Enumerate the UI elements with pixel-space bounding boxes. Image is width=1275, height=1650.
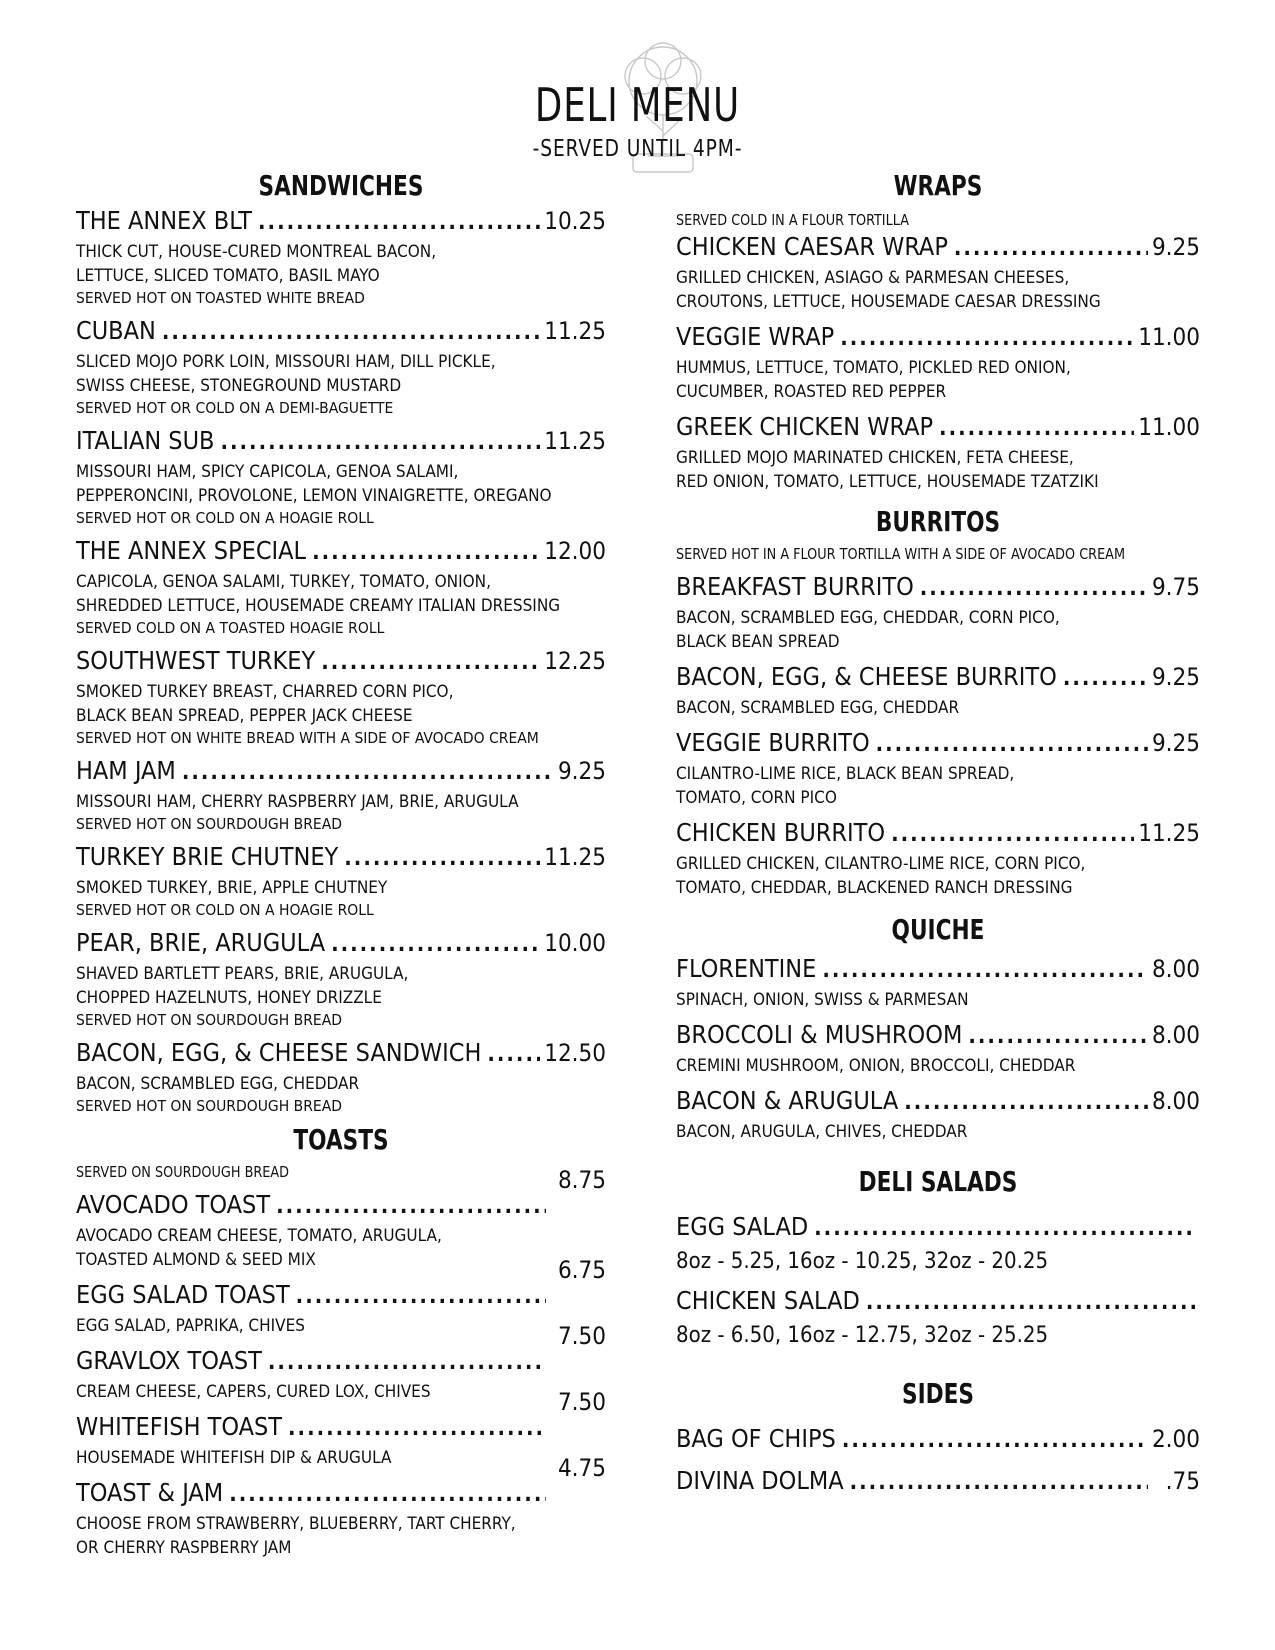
item-price: 11.00 <box>1138 413 1200 441</box>
item-serve: SERVED HOT ON WHITE BREAD WITH A SIDE OF AVOCADO CREAM <box>76 729 539 747</box>
item-desc: MISSOURI HAM, SPICY CAPICOLA, GENOA SALAMI, <box>76 462 459 482</box>
menu-item <box>76 754 606 834</box>
menu-item <box>676 726 1200 810</box>
section-note: SERVED ON SOURDOUGH BREAD <box>76 1163 290 1181</box>
item-name: CHICKEN BURRITO <box>676 818 886 847</box>
item-desc: CREAM CHEESE, CAPERS, CURED LOX, CHIVES <box>76 1382 431 1402</box>
burritos-list <box>676 570 1200 900</box>
item-desc: CREMINI MUSHROOM, ONION, BROCCOLI, CHEDDAR <box>676 1056 1076 1076</box>
item-price: 9.75 <box>1151 573 1200 601</box>
item-desc: CAPICOLA, GENOA SALAMI, TURKEY, TOMATO, ONION, <box>76 572 491 592</box>
dot-leader <box>258 206 540 240</box>
dot-leader <box>850 1466 1148 1500</box>
dot-leader <box>268 1346 546 1380</box>
menu-item <box>76 204 606 308</box>
item-desc: BLACK BEAN SPREAD <box>676 632 840 652</box>
item-name: VEGGIE WRAP <box>676 322 835 351</box>
dot-leader <box>891 818 1134 852</box>
item-name: EGG SALAD TOAST <box>76 1280 290 1309</box>
dot-leader <box>920 572 1148 606</box>
item-price: 8.75 <box>557 1166 606 1194</box>
item-price: 10.00 <box>544 929 606 957</box>
menu-item <box>676 320 1200 404</box>
item-name: CUBAN <box>76 316 156 345</box>
dot-leader <box>968 1020 1148 1054</box>
item-desc: HOUSEMADE WHITEFISH DIP & ARUGULA <box>76 1448 392 1468</box>
menu-item <box>676 410 1200 494</box>
dot-leader <box>840 322 1134 356</box>
item-name: AVOCADO TOAST <box>76 1190 271 1219</box>
item-desc: SWISS CHEESE, STONEGROUND MUSTARD <box>76 376 402 396</box>
item-price: 12.50 <box>544 1039 606 1067</box>
section-title-toasts: TOASTS <box>293 1123 389 1156</box>
item-price: 11.00 <box>1138 323 1200 351</box>
dot-leader <box>321 646 540 680</box>
section-note: SERVED HOT IN A FLOUR TORTILLA WITH A SIDE OF AVOCADO CREAM <box>676 545 1126 563</box>
item-desc: EGG SALAD, PAPRIKA, CHIVES <box>76 1316 305 1336</box>
dot-leader <box>220 426 540 460</box>
dot-leader <box>487 1038 540 1072</box>
item-desc: CHOOSE FROM STRAWBERRY, BLUEBERRY, TART CHERRY, <box>76 1514 516 1534</box>
menu-item <box>676 1422 1200 1458</box>
dot-leader <box>1063 662 1148 696</box>
item-desc: SPINACH, ONION, SWISS & PARMESAN <box>676 990 969 1010</box>
item-price: .75 <box>1165 1467 1200 1495</box>
item-name: EGG SALAD <box>676 1212 809 1241</box>
sandwiches-list <box>76 204 606 1116</box>
menu-item <box>76 424 606 528</box>
menu-subtitle: -SERVED UNTIL 4PM- <box>532 136 743 162</box>
item-price: 11.25 <box>544 427 606 455</box>
item-name: TOAST & JAM <box>76 1478 224 1507</box>
item-desc: PEPPERONCINI, PROVOLONE, LEMON VINAIGRETTE, OREGANO <box>76 486 552 506</box>
deli-salads-list <box>676 1210 1200 1352</box>
item-desc: LETTUCE, SLICED TOMATO, BASIL MAYO <box>76 266 380 286</box>
menu-header <box>0 0 1275 170</box>
menu-item <box>676 952 1200 1012</box>
section-title-sides: SIDES <box>901 1377 975 1410</box>
item-serve: SERVED HOT ON TOASTED WHITE BREAD <box>76 289 365 307</box>
item-price: 8.00 <box>1151 1021 1200 1049</box>
item-price: 6.75 <box>557 1256 606 1284</box>
item-sizes: 8oz - 6.50, 16oz - 12.75, 32oz - 25.25 <box>676 1323 1049 1348</box>
item-name: HAM JAM <box>76 756 176 785</box>
item-name: TURKEY BRIE CHUTNEY <box>76 842 339 871</box>
item-desc: BACON, SCRAMBLED EGG, CHEDDAR <box>76 1074 360 1094</box>
item-price: 2.00 <box>1151 1425 1200 1453</box>
dot-leader <box>939 412 1134 446</box>
item-name: FLORENTINE <box>676 954 817 983</box>
item-serve: SERVED HOT OR COLD ON A DEMI-BAGUETTE <box>76 399 394 417</box>
item-price: 12.00 <box>544 537 606 565</box>
item-serve: SERVED HOT OR COLD ON A HOAGIE ROLL <box>76 509 374 527</box>
menu-item <box>676 230 1200 314</box>
item-name: BROCCOLI & MUSHROOM <box>676 1020 963 1049</box>
right-column <box>676 168 1200 1506</box>
item-desc: SLICED MOJO PORK LOIN, MISSOURI HAM, DILL PICKLE, <box>76 352 496 372</box>
item-desc: GRILLED MOJO MARINATED CHICKEN, FETA CHEESE, <box>676 448 1074 468</box>
item-desc: TOMATO, CORN PICO <box>676 788 837 808</box>
menu-item <box>76 1036 606 1116</box>
item-desc: CILANTRO-LIME RICE, BLACK BEAN SPREAD, <box>676 764 1015 784</box>
item-name: SOUTHWEST TURKEY <box>76 646 316 675</box>
item-name: WHITEFISH TOAST <box>76 1412 283 1441</box>
item-desc: TOASTED ALMOND & SEED MIX <box>76 1250 316 1270</box>
dot-leader <box>344 842 540 876</box>
dot-leader <box>866 1286 1196 1320</box>
left-column <box>76 168 606 1566</box>
menu-item <box>676 570 1200 654</box>
item-desc: GRILLED CHICKEN, ASIAGO & PARMESAN CHEESES, <box>676 268 1070 288</box>
item-serve: SERVED HOT OR COLD ON A HOAGIE ROLL <box>76 901 374 919</box>
item-name: DIVINA DOLMA <box>676 1466 844 1495</box>
menu-item <box>76 926 606 1030</box>
item-desc: MISSOURI HAM, CHERRY RASPBERRY JAM, BRIE, ARUGULA <box>76 792 519 812</box>
item-price: 11.25 <box>544 843 606 871</box>
item-desc: GRILLED CHICKEN, CILANTRO-LIME RICE, CORN PICO, <box>676 854 1086 874</box>
menu-item <box>76 534 606 638</box>
item-name: GREEK CHICKEN WRAP <box>676 412 934 441</box>
item-desc: SMOKED TURKEY BREAST, CHARRED CORN PICO, <box>76 682 454 702</box>
item-price: 8.00 <box>1151 955 1200 983</box>
item-name: BACON & ARUGULA <box>676 1086 899 1115</box>
menu-item <box>676 1464 1200 1500</box>
menu-item <box>676 1084 1200 1144</box>
item-desc: AVOCADO CREAM CHEESE, TOMATO, ARUGULA, <box>76 1226 442 1246</box>
section-title-wraps: WRAPS <box>893 169 983 202</box>
item-desc: BACON, SCRAMBLED EGG, CHEDDAR <box>676 698 960 718</box>
item-price: 9.25 <box>1151 729 1200 757</box>
item-price: 9.25 <box>557 757 606 785</box>
item-desc: SHREDDED LETTUCE, HOUSEMADE CREAMY ITALIAN DRESSING <box>76 596 561 616</box>
dot-leader <box>331 928 540 962</box>
item-desc: CROUTONS, LETTUCE, HOUSEMADE CAESAR DRESSING <box>676 292 1101 312</box>
menu-item <box>676 1018 1200 1078</box>
item-price: 10.25 <box>544 207 606 235</box>
item-name: CHICKEN CAESAR WRAP <box>676 232 948 261</box>
item-serve: SERVED HOT ON SOURDOUGH BREAD <box>76 1011 342 1029</box>
dot-leader <box>876 728 1148 762</box>
dot-leader <box>182 756 554 790</box>
item-name: VEGGIE BURRITO <box>676 728 870 757</box>
section-title-sandwiches: SANDWICHES <box>258 169 424 202</box>
item-name: GRAVLOX TOAST <box>76 1346 262 1375</box>
dot-leader <box>904 1086 1148 1120</box>
menu-item <box>76 644 606 748</box>
item-serve: SERVED HOT ON SOURDOUGH BREAD <box>76 815 342 833</box>
menu-item <box>76 314 606 418</box>
dot-leader <box>276 1190 546 1224</box>
dot-leader <box>288 1412 546 1446</box>
item-desc: BACON, ARUGULA, CHIVES, CHEDDAR <box>676 1122 968 1142</box>
item-name: BACON, EGG, & CHEESE BURRITO <box>676 662 1057 691</box>
item-price: 7.50 <box>557 1388 606 1416</box>
sides-list <box>676 1422 1200 1500</box>
item-price: 11.25 <box>544 317 606 345</box>
item-sizes: 8oz - 5.25, 16oz - 10.25, 32oz - 20.25 <box>676 1249 1049 1274</box>
item-price: 11.25 <box>1138 819 1200 847</box>
item-name: BREAKFAST BURRITO <box>676 572 914 601</box>
item-desc: SMOKED TURKEY, BRIE, APPLE CHUTNEY <box>76 878 388 898</box>
dot-leader <box>296 1280 546 1314</box>
dot-leader <box>954 232 1148 266</box>
item-price: 9.25 <box>1151 663 1200 691</box>
item-price: 9.25 <box>1151 233 1200 261</box>
menu-item <box>676 816 1200 900</box>
dot-leader <box>822 954 1148 988</box>
item-desc: CHOPPED HAZELNUTS, HONEY DRIZZLE <box>76 988 382 1008</box>
dot-leader <box>814 1212 1196 1246</box>
section-title-quiche: QUICHE <box>891 913 985 946</box>
item-desc: CUCUMBER, ROASTED RED PEPPER <box>676 382 947 402</box>
item-name: THE ANNEX BLT <box>76 206 253 235</box>
quiche-list <box>676 952 1200 1144</box>
item-desc: RED ONION, TOMATO, LETTUCE, HOUSEMADE TZATZIKI <box>676 472 1099 492</box>
dot-leader <box>842 1424 1148 1458</box>
item-desc: OR CHERRY RASPBERRY JAM <box>76 1538 292 1558</box>
wraps-list <box>676 230 1200 494</box>
item-desc: BLACK BEAN SPREAD, PEPPER JACK CHEESE <box>76 706 413 726</box>
item-serve: SERVED COLD ON A TOASTED HOAGIE ROLL <box>76 619 385 637</box>
menu-item <box>676 660 1200 720</box>
item-desc: TOMATO, CHEDDAR, BLACKENED RANCH DRESSING <box>676 878 1073 898</box>
menu-item <box>76 840 606 920</box>
menu-item <box>676 1210 1200 1278</box>
item-desc: THICK CUT, HOUSE-CURED MONTREAL BACON, <box>76 242 437 262</box>
section-title-burritos: BURRITOS <box>875 505 1001 538</box>
section-title-deli-salads: DELI SALADS <box>858 1165 1018 1198</box>
item-name: BAG OF CHIPS <box>676 1424 836 1453</box>
item-name: THE ANNEX SPECIAL <box>76 536 307 565</box>
menu-title: DELI MENU <box>534 78 741 132</box>
dot-leader <box>229 1478 546 1512</box>
item-price: 7.50 <box>557 1322 606 1350</box>
item-serve: SERVED HOT ON SOURDOUGH BREAD <box>76 1097 342 1115</box>
item-name: CHICKEN SALAD <box>676 1286 860 1315</box>
item-name: PEAR, BRIE, ARUGULA <box>76 928 326 957</box>
item-desc: HUMMUS, LETTUCE, TOMATO, PICKLED RED ONION, <box>676 358 1071 378</box>
item-price: 8.00 <box>1151 1087 1200 1115</box>
item-desc: BACON, SCRAMBLED EGG, CHEDDAR, CORN PICO, <box>676 608 1060 628</box>
item-desc: SHAVED BARTLETT PEARS, BRIE, ARUGULA, <box>76 964 409 984</box>
item-price: 12.25 <box>544 647 606 675</box>
item-price: 4.75 <box>557 1454 606 1482</box>
dot-leader <box>162 316 540 350</box>
menu-item <box>676 1284 1200 1352</box>
item-name: ITALIAN SUB <box>76 426 215 455</box>
item-name: BACON, EGG, & CHEESE SANDWICH <box>76 1038 482 1067</box>
dot-leader <box>312 536 540 570</box>
section-note: SERVED COLD IN A FLOUR TORTILLA <box>676 211 909 229</box>
